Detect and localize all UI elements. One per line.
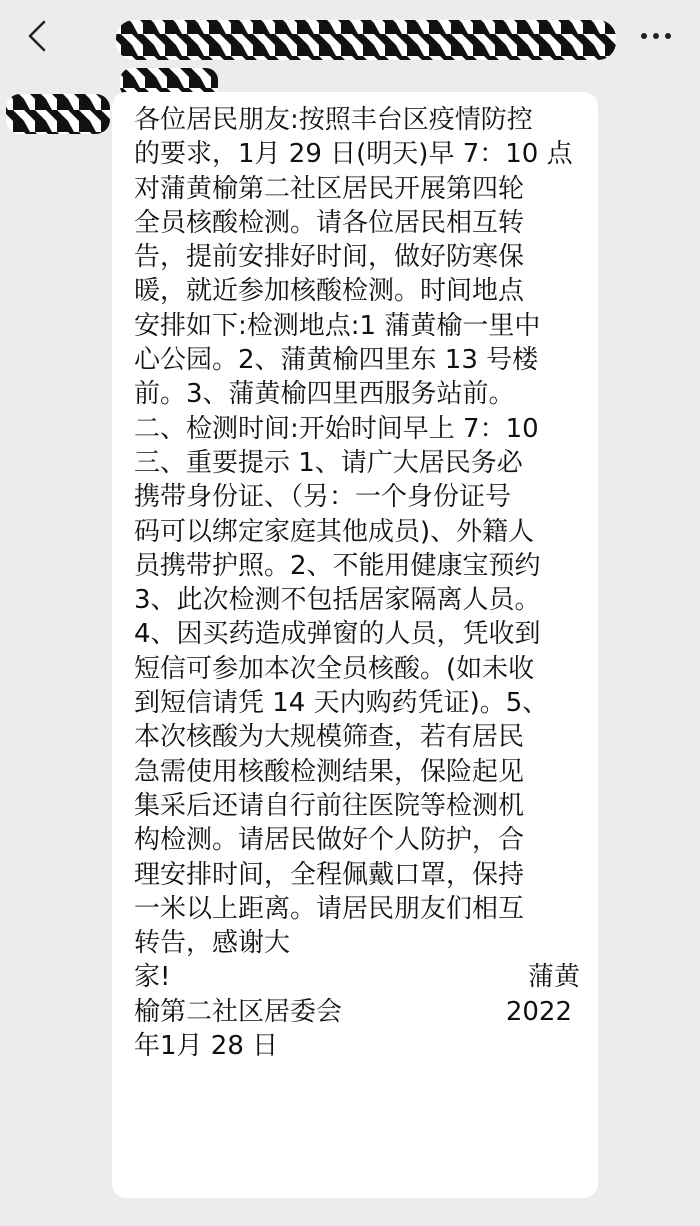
message-text xyxy=(134,103,580,1063)
message-line: 到短信请凭 14 天内购药凭证)。5、 xyxy=(134,688,549,719)
footer-right-text: 蒲黄 xyxy=(527,962,580,993)
footer-left-text: 家! xyxy=(134,962,171,993)
footer-right-text: 2022 xyxy=(505,996,572,1027)
footer-left-text: 年1月 28 日 xyxy=(134,1031,279,1062)
message-line: 构检测。请居民做好个人防护，合 xyxy=(134,825,525,856)
message-line: 全员核酸检测。请各位居民相互转 xyxy=(134,207,525,238)
message-line: 转告，感谢大 xyxy=(134,928,291,959)
message-line: 告，提前安排好时间，做好防寒保 xyxy=(134,242,525,273)
message-line: 一米以上距离。请居民朋友们相互 xyxy=(134,893,525,924)
message-footer-row xyxy=(134,1029,580,1063)
back-button[interactable] xyxy=(22,18,52,58)
message-line: 二、检测时间:开始时间早上 7：10 xyxy=(134,413,539,444)
message-line: 3、此次检测不包括居家隔离人员。 xyxy=(134,585,541,616)
message-footer-row xyxy=(134,995,580,1029)
message-line: 急需使用核酸检测结果，保险起见 xyxy=(134,756,525,787)
footer-left-text: 榆第二社区居委会 xyxy=(134,996,343,1027)
message-line: 安排如下:检测地点:1 蒲黄榆一里中 xyxy=(134,310,541,341)
message-line: 员携带护照。2、不能用健康宝预约 xyxy=(134,550,541,581)
more-dots-icon xyxy=(639,26,673,45)
message-line: 暖，就近参加核酸检测。时间地点 xyxy=(134,276,525,307)
message-line: 三、重要提示 1、请广大居民务必 xyxy=(134,447,523,478)
message-line: 4、因买药造成弹窗的人员，凭收到 xyxy=(134,619,541,650)
message-line: 短信可参加本次全员核酸。(如未收 xyxy=(134,653,535,684)
message-line: 对蒲黄榆第二社区居民开展第四轮 xyxy=(134,173,525,204)
message-line: 本次核酸为大规模筛查，若有居民 xyxy=(134,722,525,753)
message-line: 集采后还请自行前往医院等检测机 xyxy=(134,790,525,821)
message-line: 的要求，1月 29 日(明天)早 7：10 点 xyxy=(134,139,573,170)
message-line: 理安排时间，全程佩戴口罩，保持 xyxy=(134,859,525,890)
message-line: 携带身份证、（另：一个身份证号 xyxy=(134,482,512,513)
message-line: 前。3、蒲黄榆四里西服务站前。 xyxy=(134,379,515,410)
redacted-sender-name xyxy=(110,12,630,68)
message-footer-row xyxy=(134,960,580,994)
message-line: 各位居民朋友:按照丰台区疫情防控 xyxy=(134,105,533,135)
chevron-left-icon xyxy=(26,19,48,57)
more-button[interactable] xyxy=(636,20,676,50)
message-line: 心公园。2、蒲黄榆四里东 13 号楼 xyxy=(134,345,539,376)
message-line: 码可以绑定家庭其他成员)、外籍人 xyxy=(134,516,535,547)
